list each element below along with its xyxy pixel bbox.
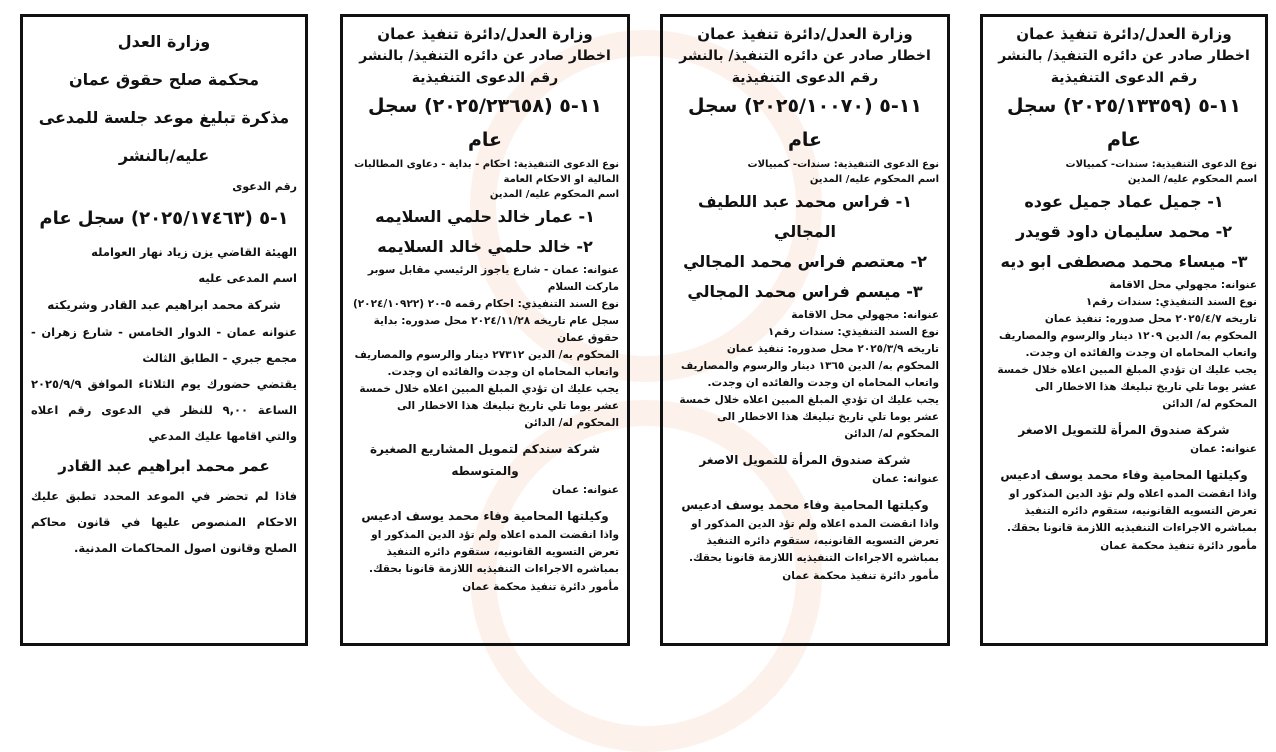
case-number: ١-٥ (٢٠٢٥/١٧٤٦٣) سجل عام	[39, 208, 289, 229]
creditor-agent: وكيلتها المحامية وفاء محمد يوسف ادعيس	[361, 509, 609, 523]
deed-date: تاريخه ٢٠٢٥/٣/٩ محل صدوره: تنفيذ عمان	[726, 343, 939, 355]
creditor-address: عنوانه: عمان	[552, 484, 619, 496]
case-type: نوع الدعوى التنفيذية: احكام - بداية - دعاوى المطالبات المالية او الاحكام العامة	[354, 159, 619, 185]
creditor-address: عنوانه: عمان	[1190, 443, 1257, 455]
defendant-address: عنوانه عمان - الدوار الخامس - شارع زهران - مجمع جبري - الطابق الثالث	[31, 325, 297, 365]
ministry-heading: وزارة العدل/دائرة تنفيذ عمان	[377, 25, 593, 43]
deed-type: نوع السند التنفيذي: سندات رقم١	[767, 326, 939, 338]
execution-notice-3	[340, 14, 630, 646]
amount-text: المحكوم به/ الدين ١٣٦٥ دينار والرسوم والمصاريف واتعاب المحاماه ان وجدت والفائده ان وجدت.	[681, 360, 939, 389]
payment-instruction: يجب عليك ان تؤدي المبلغ المبين اعلاه خلال خمسة عشر يوما تلي تاريخ تبليغك هذا الاخطار الى المحكوم له/ الدائن	[359, 383, 619, 429]
case-number: ١١-٥ (٢٠٢٥/١٣٣٥٩) سجل عام	[1007, 95, 1241, 151]
debtor-name-1: ١- فراس محمد عبد اللطيف المجالي	[698, 192, 912, 241]
debtor-name-1: ١- جميل عماد جميل عوده	[1024, 192, 1224, 211]
debtor-name-1: ١- عمار خالد حلمي السلايمه	[375, 207, 595, 226]
debtor-address: عنوانه: عمان - شارع ياجوز الرئيسي مقابل سوبر ماركت السلام	[367, 264, 619, 293]
deed-date: تاريخه ٢٠٢٥/٤/٧ محل صدوره: تنفيذ عمان	[1044, 313, 1257, 325]
ministry-heading: وزارة العدل	[117, 32, 211, 51]
debtor-name-2: ٢- معتصم فراس محمد المجالي	[683, 252, 927, 271]
creditor-name: شركة صندوق المرأة للتمويل الاصغر	[699, 453, 911, 467]
case-number: ١١-٥ (٢٠٢٥/١٠٠٧٠) سجل عام	[688, 95, 922, 151]
closing-text: واذا انقضت المده اعلاه ولم تؤد الدين المذكور او تعرض التسويه القانونيه، ستقوم دائره التنفيذ بمباشره الاجراءات التنفيذيه اللازمة قانونا بحقك.	[1006, 488, 1257, 534]
warning-text: فاذا لم تحضر في الموعد المحدد تطبق عليك الاحكام المنصوص عليها في قانون محاكم الصلح وقانون اصول المحاكمات المدنية.	[31, 489, 297, 555]
court-session-notice	[20, 14, 308, 646]
payment-instruction: يجب عليك ان تؤدي المبلغ المبين اعلاه خلال خمسة عشر يوما تلي تاريخ تبليغك هذا الاخطار الى المحكوم له/ الدائن	[679, 394, 939, 440]
debtor-label: اسم المحكوم عليه/ المدين	[1127, 174, 1257, 185]
case-label: رقم الدعوى التنفيذية	[1050, 70, 1198, 86]
debtor-label: اسم المحكوم عليه/ المدين	[489, 189, 619, 200]
court-name: محكمة صلح حقوق عمان	[68, 70, 260, 89]
appearance-text: يقتضي حضورك يوم الثلاثاء الموافق ٢٠٢٥/٩/٩ الساعة ٩,٠٠ للنظر في الدعوى رقم اعلاه والتي اقامها عليك المدعي	[31, 377, 297, 443]
creditor-agent: وكيلتها المحامية وفاء محمد يوسف ادعيس	[1000, 468, 1248, 482]
defendant-name: شركة محمد ابراهيم عبد القادر وشريكته	[47, 298, 281, 312]
ministry-heading: وزارة العدل/دائرة تنفيذ عمان	[1016, 25, 1232, 43]
creditor-address: عنوانه: عمان	[872, 473, 939, 485]
signature: مأمور دائرة تنفيذ محكمة عمان	[462, 581, 619, 593]
closing-text: واذا انقضت المده اعلاه ولم تؤد الدين المذكور او تعرض التسويه القانونيه، ستقوم دائره التنفيذ بمباشره الاجراءات التنفيذيه اللازمة قانونا بحقك.	[688, 518, 939, 564]
debtor-name-3: ٣- ميسم فراس محمد المجالي	[687, 282, 923, 301]
plaintiff-name: عمر محمد ابراهيم عبد القادر	[58, 457, 270, 475]
case-number: ١١-٥ (٢٠٢٥/٢٣٦٥٨) سجل عام	[368, 95, 602, 151]
deed-type: نوع السند التنفيذي: سندات رقم١	[1085, 296, 1257, 308]
debtor-address: عنوانه: مجهولي محل الاقامة	[791, 309, 939, 321]
amount-text: المحكوم به/ الدين ١٢٠٩ دينار والرسوم والمصاريف واتعاب المحاماه ان وجدت والفائده ان وجدت.	[999, 330, 1257, 359]
notice-title: مذكرة تبليغ موعد جلسة للمدعى عليه/بالنشر	[38, 108, 290, 165]
creditor-name: شركة صندوق المرأة للتمويل الاصغر	[1018, 423, 1230, 437]
ministry-heading: وزارة العدل/دائرة تنفيذ عمان	[697, 25, 913, 43]
debtor-address: عنوانه: مجهولي محل الاقامة	[1109, 279, 1257, 291]
signature: مأمور دائرة تنفيذ محكمة عمان	[782, 570, 939, 582]
defendant-label: اسم المدعى عليه	[198, 271, 297, 285]
debtor-label: اسم المحكوم عليه/ المدين	[809, 174, 939, 185]
signature: مأمور دائرة تنفيذ محكمة عمان	[1100, 540, 1257, 552]
execution-notice-2	[660, 14, 950, 646]
payment-instruction: يجب عليك ان تؤدي المبلغ المبين اعلاه خلال خمسة عشر يوما تلي تاريخ تبليغك هذا الاخطار الى المحكوم له/ الدائن	[997, 364, 1257, 410]
debtor-name-2: ٢- محمد سليمان داود قويدر	[1015, 222, 1233, 241]
case-label: رقم الدعوى التنفيذية	[411, 70, 559, 86]
deed-type: نوع السند التنفيذي: احكام رقمه ٥-٢٠ (٢٠٢٤/١٠٩٢٢)	[352, 298, 619, 310]
case-type: نوع الدعوى التنفيذية: سندات- كمبيالات	[747, 159, 939, 170]
notice-subject: اخطار صادر عن دائره التنفيذ/ بالنشر	[998, 48, 1250, 64]
execution-notice-1	[980, 14, 1268, 646]
case-type: نوع الدعوى التنفيذية: سندات- كمبيالات	[1065, 159, 1257, 170]
amount-text: المحكوم به/ الدين ٢٧٣١٢ دينار والرسوم والمصاريف واتعاب المحاماه ان وجدت والفائده ان وجدت.	[354, 349, 619, 378]
notice-subject: اخطار صادر عن دائره التنفيذ/ بالنشر	[359, 48, 611, 64]
case-label: رقم الدعوى التنفيذية	[731, 70, 879, 86]
creditor-name: شركة سندكم لتمويل المشاريع الصغيرة والمتوسطه	[369, 442, 601, 478]
debtor-name-2: ٢- خالد حلمي خالد السلايمه	[377, 237, 593, 256]
debtor-name-3: ٣- ميساء محمد مصطفى ابو ديه	[1000, 252, 1248, 271]
case-label: رقم الدعوى	[232, 180, 297, 193]
creditor-agent: وكيلتها المحامية وفاء محمد يوسف ادعيس	[681, 498, 929, 512]
notice-subject: اخطار صادر عن دائره التنفيذ/ بالنشر	[679, 48, 931, 64]
judge: الهيئة القاضي يزن زياد نهار العوامله	[91, 245, 297, 259]
closing-text: واذا انقضت المده اعلاه ولم تؤد الدين المذكور او تعرض التسويه القانونيه، ستقوم دائره التنفيذ بمباشره الاجراءات التنفيذيه اللازمة قانونا بحقك.	[368, 529, 619, 575]
deed-date: سجل عام تاريخه ٢٠٢٤/١١/٢٨ محل صدوره: بداية حقوق عمان	[373, 315, 619, 344]
